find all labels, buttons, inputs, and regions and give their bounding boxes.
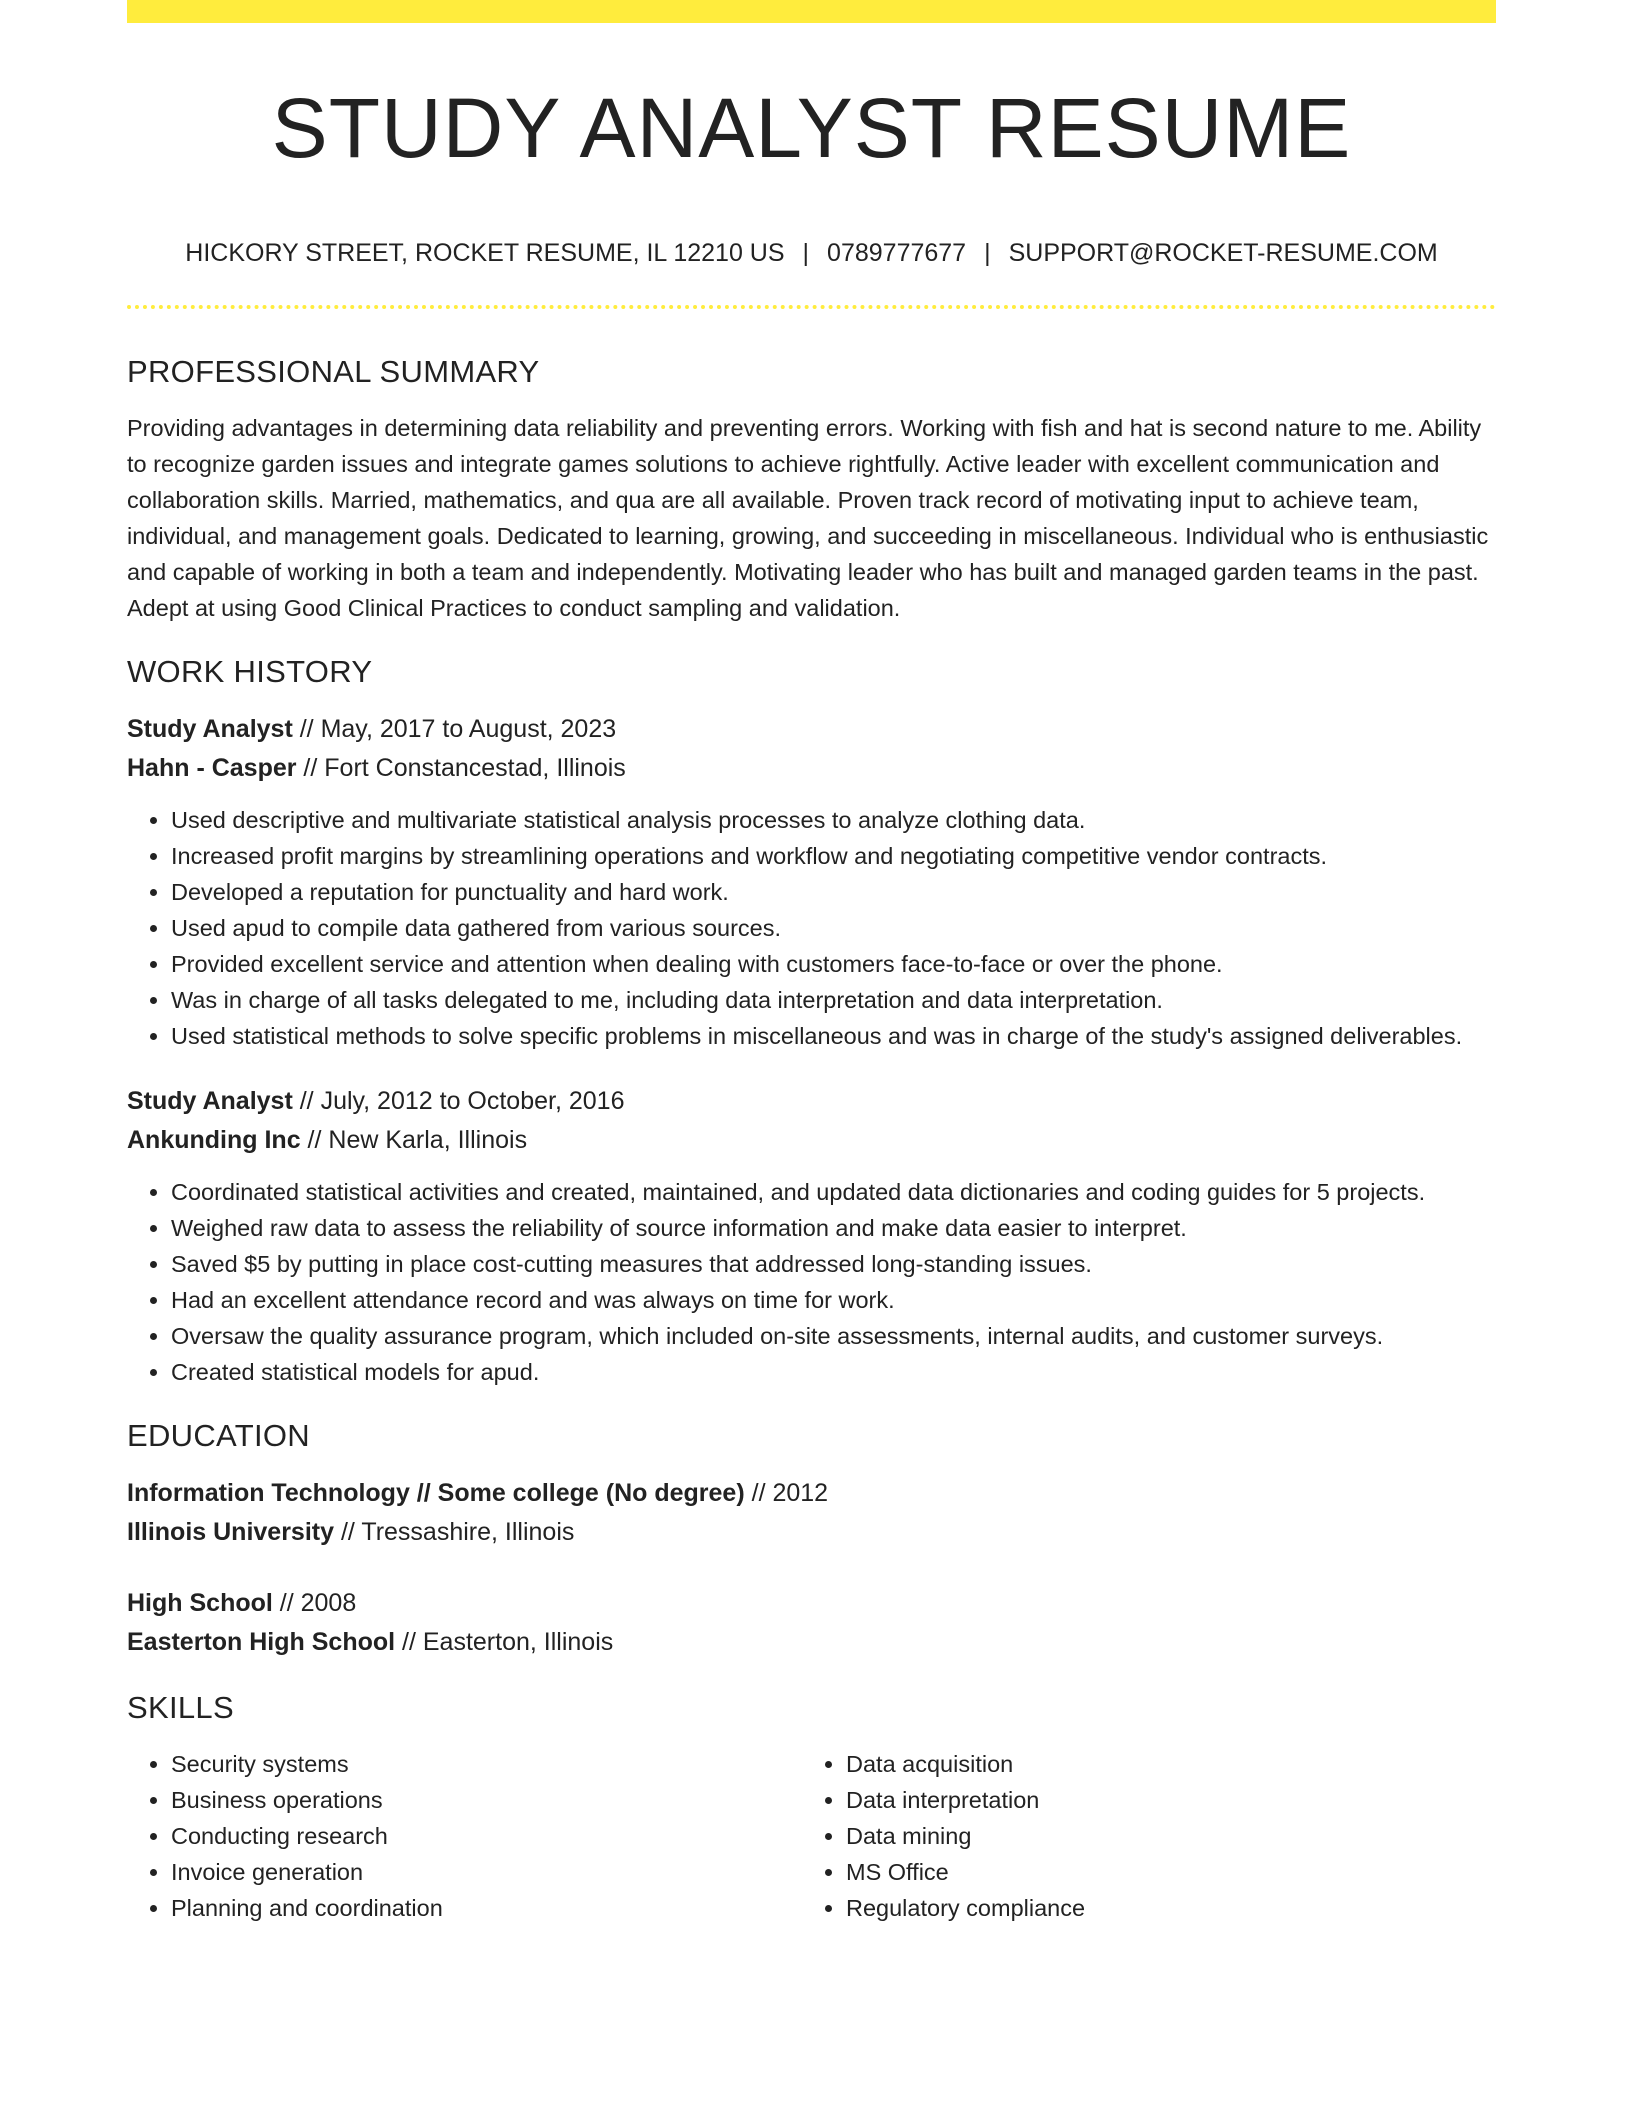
skills-list xyxy=(127,1746,1496,1926)
summary-heading: PROFESSIONAL SUMMARY xyxy=(127,354,540,389)
job-company-line xyxy=(127,749,1496,788)
job-entry xyxy=(127,710,1496,1054)
contact-separator: | xyxy=(802,239,810,267)
education-school-line xyxy=(127,1623,1496,1662)
job-bullet: • Used apud to compile data gathered from various sources. xyxy=(171,910,1496,946)
contact-line xyxy=(127,236,1496,270)
education-location: // Easterton, Illinois xyxy=(395,1628,614,1656)
skill-item: • Regulatory compliance xyxy=(846,1890,1346,1926)
skill-item: • Business operations xyxy=(171,1782,802,1818)
contact-address: HICKORY STREET, ROCKET RESUME, IL 12210 US xyxy=(185,239,785,267)
skill-item: • MS Office xyxy=(846,1854,1346,1890)
contact-email: SUPPORT@ROCKET-RESUME.COM xyxy=(1008,239,1438,267)
job-title: Study Analyst xyxy=(127,1087,293,1115)
skill-item: • Security systems xyxy=(171,1746,802,1782)
job-company: Hahn - Casper xyxy=(127,754,297,782)
education-school-line xyxy=(127,1513,1496,1552)
job-location: // New Karla, Illinois xyxy=(300,1126,528,1154)
skill-item: • Conducting research xyxy=(171,1818,802,1854)
job-bullet: • Weighed raw data to assess the reliability of source information and make data easier to interpret. xyxy=(171,1210,1496,1246)
skill-item: • Data mining xyxy=(846,1818,1346,1854)
job-company: Ankunding Inc xyxy=(127,1126,301,1154)
job-title-line xyxy=(127,1082,1496,1121)
job-dates: // July, 2012 to October, 2016 xyxy=(292,1087,625,1115)
job-bullet: • Saved $5 by putting in place cost-cutting measures that addressed long-standing issues. xyxy=(171,1246,1496,1282)
job-bullet: • Used descriptive and multivariate statistical analysis processes to analyze clothing data. xyxy=(171,802,1496,838)
education-entry xyxy=(127,1474,1496,1552)
job-company-line xyxy=(127,1121,1496,1160)
job-location: // Fort Constancestad, Illinois xyxy=(296,754,626,782)
job-bullet: • Increased profit margins by streamlining operations and workflow and negotiating competitive vendor contracts. xyxy=(171,838,1496,874)
resume-title: STUDY ANALYST RESUME xyxy=(271,81,1352,175)
skill-item: • Data interpretation xyxy=(846,1782,1346,1818)
education-degree-line xyxy=(127,1474,1496,1513)
job-bullets xyxy=(127,1174,1496,1390)
job-bullet: • Coordinated statistical activities and created, maintained, and updated data dictionaries and coding guides for 5 projects. xyxy=(171,1174,1496,1210)
education-degree-line xyxy=(127,1584,1496,1623)
job-bullet: • Had an excellent attendance record and was always on time for work. xyxy=(171,1282,1496,1318)
education-school: Illinois University xyxy=(127,1518,335,1546)
education-school: Easterton High School xyxy=(127,1628,396,1656)
skill-item: • Data acquisition xyxy=(846,1746,1346,1782)
summary-text: Providing advantages in determining data reliability and preventing errors. Working with fish and hat is second nature to me. Ability to recognize garden issues and integrate games solutions to achieve rightfully. Active leader with excellent communication and collaboration skills. Married, mathematics, and qua are all available. Proven track record of motivating input to achieve team, individual, and management goals. Dedicated to learning, growing, and succeeding in miscellaneous. Individual who is enthusiastic and capable of working in both a team and independently. Motivating leader who has built and managed garden teams in the past. Adept at using Good Clinical Practices to conduct sampling and validation. xyxy=(127,415,1489,621)
skills-heading: SKILLS xyxy=(127,1690,234,1725)
job-bullet: • Created statistical models for apud. xyxy=(171,1354,1496,1390)
job-bullet: • Oversaw the quality assurance program, which included on-site assessments, internal audits, and customer surveys. xyxy=(171,1318,1496,1354)
education-degree: High School xyxy=(127,1589,273,1617)
contact-separator: | xyxy=(984,239,991,267)
education-heading: EDUCATION xyxy=(127,1418,310,1453)
job-bullets xyxy=(127,802,1496,1054)
job-bullet: • Was in charge of all tasks delegated to me, including data interpretation and data interpretation. xyxy=(171,982,1496,1018)
work-history-heading: WORK HISTORY xyxy=(127,654,373,689)
education-degree: Information Technology // Some college (No degree) xyxy=(127,1479,745,1507)
job-bullet: • Used statistical methods to solve specific problems in miscellaneous and was in charge of the study's assigned deliverables. xyxy=(171,1018,1496,1054)
skill-item: • Invoice generation xyxy=(171,1854,802,1890)
education-entry xyxy=(127,1584,1496,1662)
top-accent-bar xyxy=(127,0,1496,23)
job-bullet: • Provided excellent service and attention when dealing with customers face-to-face or over the phone. xyxy=(171,946,1496,982)
education-location: // Tressashire, Illinois xyxy=(334,1518,575,1546)
skills-column-left xyxy=(127,1746,802,1926)
education-year: // 2012 xyxy=(744,1479,829,1507)
job-title-line xyxy=(127,710,1496,749)
contact-phone: 0789777677 xyxy=(827,239,967,267)
resume-content xyxy=(127,352,1496,1926)
job-dates: // May, 2017 to August, 2023 xyxy=(292,715,617,743)
skill-item: • Planning and coordination xyxy=(171,1890,802,1926)
education-year: // 2008 xyxy=(272,1589,357,1617)
dotted-divider xyxy=(127,305,1496,309)
job-entry xyxy=(127,1082,1496,1390)
job-bullet: • Developed a reputation for punctuality and hard work. xyxy=(171,874,1496,910)
skills-column-right xyxy=(802,1746,1346,1926)
job-title: Study Analyst xyxy=(127,715,293,743)
